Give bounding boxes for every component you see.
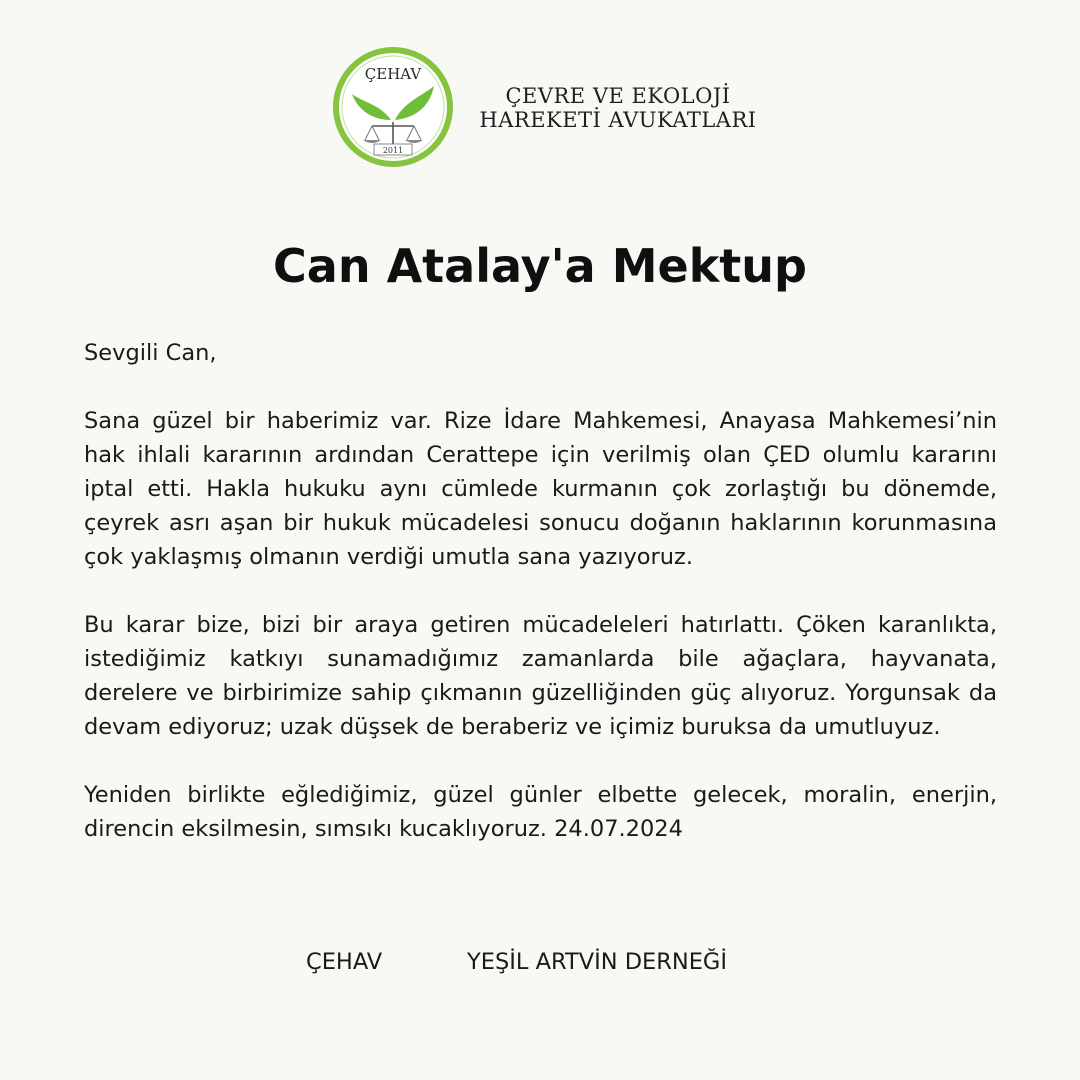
letter-paragraph: Bu karar bize, bizi bir araya getiren mücadeleleri hatırlattı. Çöken karanlıkta, istediğimiz katkıyı sunamadığımız zamanlarda bile ağaçlara, hayvanata, derelere ve birbirimize sahip çıkmanın güzelliğinden güç alıyoruz. Yorgunsak da devam ediyoruz; uzak düşsek de beraberiz ve içimiz buruksa da umutluyuz.	[84, 612, 997, 740]
org-name-line1: ÇEVRE VE EKOLOJİ	[505, 84, 731, 108]
logo-year: 2011	[382, 146, 404, 155]
letter-paragraph: Sana güzel bir haberimiz var. Rize İdare Mahkemesi, Anayasa Mahkemesi’nin hak ihlali kararının ardından Cerattepe için verilmiş olan ÇED olumlu kararını iptal etti. Hakla hukuku aynı cümlede kurmanın çok zorlaştığı bu dönemde, çeyrek asrı aşan bir hukuk mücadelesi sonucu doğanın haklarının korunmasına çok yaklaşmış olmanın verdiği umutla sana yazıyoruz.	[84, 408, 997, 570]
organization-name	[478, 84, 758, 132]
page-title: Can Atalay'a Mektup	[273, 239, 807, 293]
logo-acronym: ÇEHAV	[364, 65, 422, 83]
org-name-line2: HAREKETİ AVUKATLARI	[479, 108, 757, 132]
signature-yesil-artvin: YEŞİL ARTVİN DERNEĞİ	[467, 949, 728, 975]
signature-cehav: ÇEHAV	[306, 949, 383, 975]
letter-body	[84, 336, 997, 880]
cehav-logo-icon	[332, 46, 454, 168]
letter-greeting: Sevgili Can,	[84, 340, 217, 366]
letter-paragraph: Yeniden birlikte eğlediğimiz, güzel günler elbette gelecek, moralin, enerjin, direncin eksilmesin, sımsıkı kucaklıyoruz. 24.07.2024	[84, 782, 997, 842]
